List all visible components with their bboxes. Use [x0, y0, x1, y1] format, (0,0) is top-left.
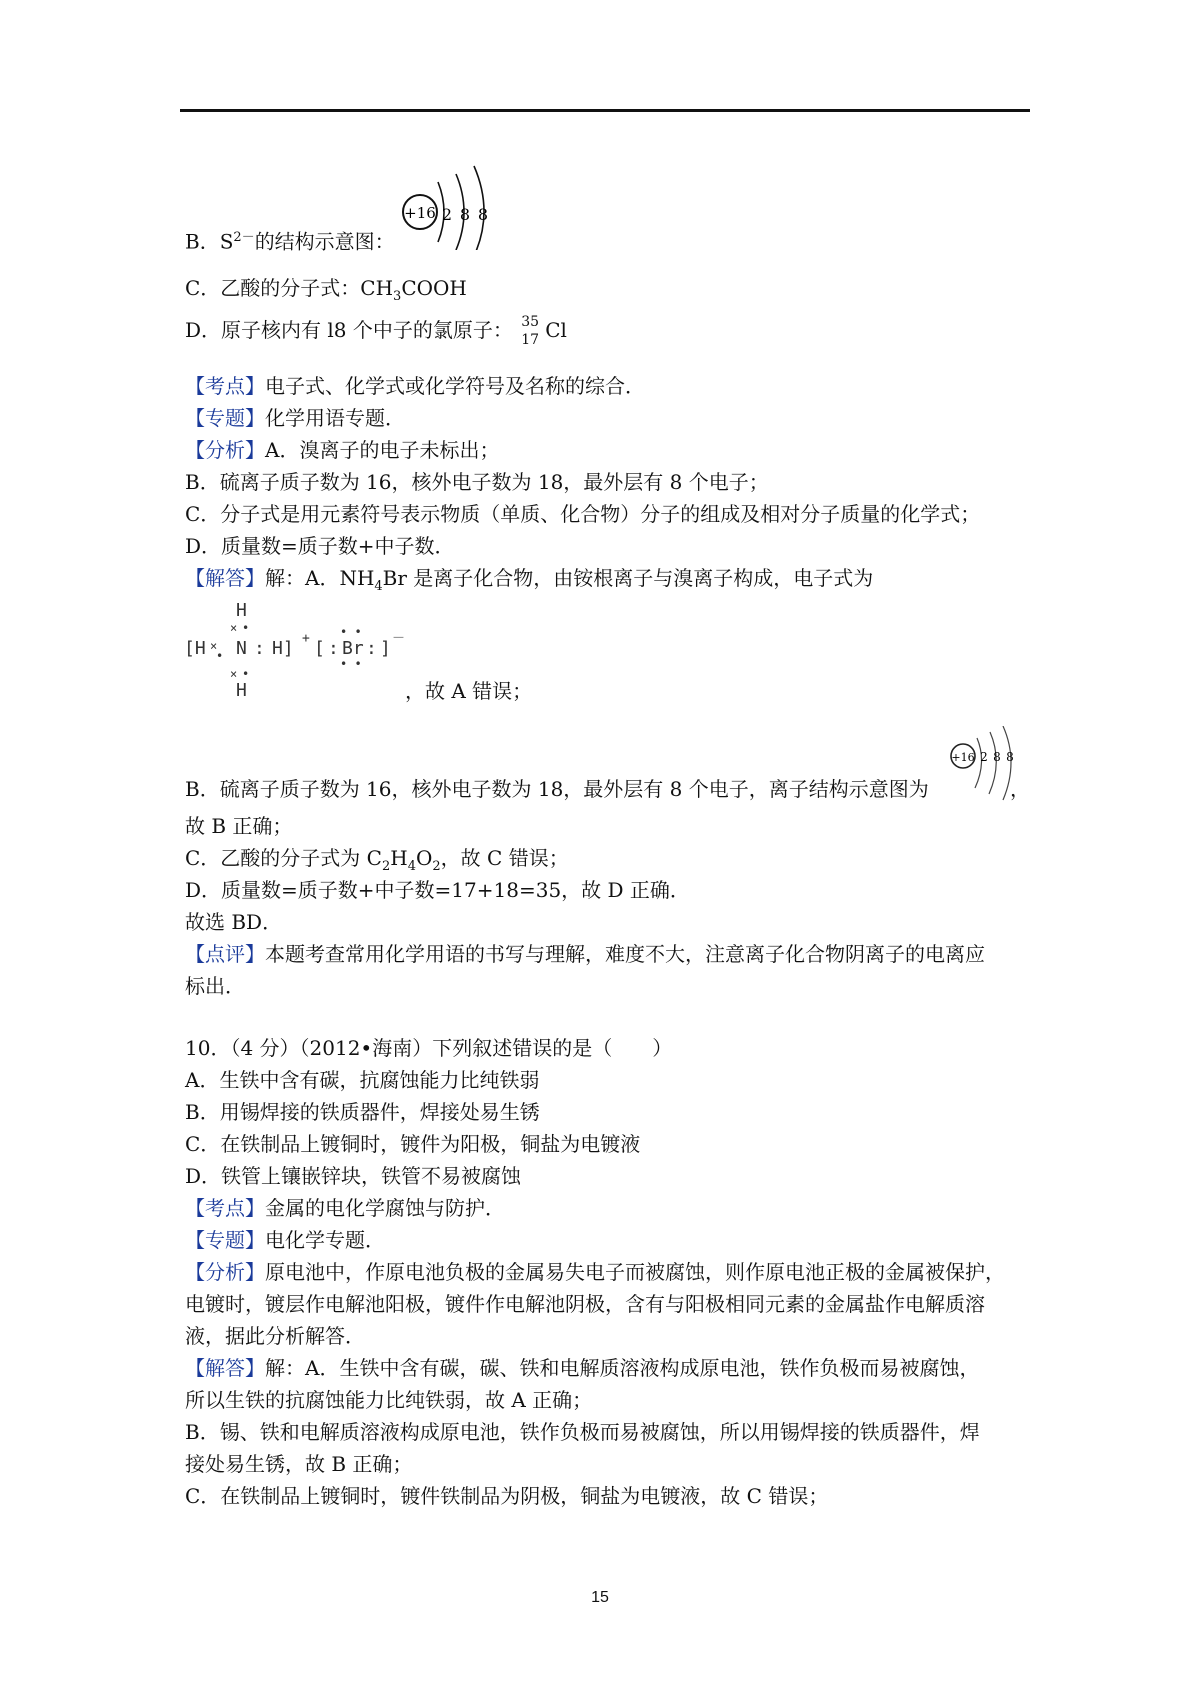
q9-jieda: 【解答】解：A．$NH_4Br$ 是离子化合物，由铵根离子与溴离子构成，电子式为 — [185, 566, 874, 594]
svg-text:8: 8 — [1006, 750, 1014, 764]
nucleus-charge: +16 — [404, 204, 436, 222]
lewis-br-open: [ — [314, 638, 325, 659]
shell-1-count: 2 — [441, 205, 453, 224]
q9-answer-b2: 故 B 正确； — [185, 814, 293, 838]
shell-3-count: 8 — [477, 205, 489, 224]
lewis-h-right: H] — [272, 638, 294, 659]
lewis-br-close: ] — [380, 638, 391, 659]
q9-dianping-2: 标出． — [185, 974, 245, 998]
lewis-h-top: H — [236, 600, 247, 621]
q10-jieda-4: 接处易生锈，故 B 正确； — [185, 1452, 413, 1476]
page-number: 15 — [591, 1589, 609, 1606]
nucleus-charge-small: +16 — [951, 751, 975, 764]
lewis-h-bottom: H — [236, 680, 247, 701]
q10-option-c: C．在铁制品上镀铜时，镀件为阳极，铜盐为电镀液 — [185, 1132, 641, 1156]
q10-fenxi-2: 电镀时，镀层作电解池阳极，镀件作电解池阴极，含有与阳极相同元素的金属盐作电解质溶 — [185, 1292, 985, 1316]
q9-zhuanti: 【专题】化学用语专题． — [185, 406, 405, 430]
sulfide-ion-structure-diagram — [398, 160, 494, 250]
q10-option-a: A．生铁中含有碳，抗腐蚀能力比纯铁弱 — [185, 1068, 540, 1092]
svg-text:•: • — [242, 667, 250, 681]
svg-text:• •: • • — [340, 657, 362, 671]
isotope-atomic-number: 17 — [521, 332, 540, 348]
q10-fenxi-3: 液，据此分析解答． — [185, 1324, 365, 1348]
svg-text:8: 8 — [993, 750, 1001, 764]
q9-fenxi-d: D．质量数=质子数+中子数． — [185, 534, 455, 558]
svg-text:×: × — [210, 639, 218, 653]
lewis-nitrogen: N — [236, 638, 247, 659]
q9-option-d: D．原子核内有 l8 个中子的氯原子： 35 17 Cl — [185, 316, 567, 344]
q9-kaodian: 【考点】电子式、化学式或化学符号及名称的综合． — [185, 374, 645, 398]
q9-fenxi: 【分析】A．溴离子的电子未标出； — [185, 438, 500, 462]
q10-zhuanti: 【专题】电化学专题． — [185, 1228, 385, 1252]
q10-jieda-2: 所以生铁的抗腐蚀能力比纯铁弱，故 A 正确； — [185, 1388, 593, 1412]
q9-option-c: C．乙酸的分子式：$CH_3COOH$ — [185, 276, 467, 304]
svg-text:•: • — [242, 621, 250, 635]
q10-jieda-5: C．在铁制品上镀铜时，镀件铁制品为阴极，铜盐为电镀液，故 C 错误； — [185, 1484, 829, 1508]
lewis-plus: + — [302, 631, 310, 646]
q10-kaodian: 【考点】金属的电化学腐蚀与防护． — [185, 1196, 505, 1220]
q9-answer-b-comma: ， — [1010, 777, 1030, 801]
shell-2-count: 8 — [459, 205, 471, 224]
q10-option-b: B．用锡焊接的铁质器件，焊接处易生锈 — [185, 1100, 540, 1124]
q10-fenxi: 【分析】原电池中，作原电池负极的金属易失电子而被腐蚀，则作原电池正极的金属被保护， — [185, 1260, 1005, 1284]
q9-answer-a-end: ，故 A 错误； — [405, 679, 533, 703]
svg-text::: : — [254, 638, 265, 659]
lewis-left-bracket: [H — [184, 638, 206, 659]
header-rule — [180, 109, 1030, 112]
svg-text:• •: • • — [340, 625, 362, 639]
q10-jieda: 【解答】解：A．生铁中含有碳，碳、铁和电解质溶液构成原电池，铁作负极而易被腐蚀， — [185, 1356, 980, 1380]
q9-dianping: 【点评】本题考查常用化学用语的书写与理解，难度不大，注意离子化合物阴离子的电离应 — [185, 942, 985, 966]
q9-answer-select: 故选 BD． — [185, 910, 283, 934]
svg-text::: : — [366, 638, 377, 659]
q9-answer-c: C．乙酸的分子式为 $C_2H_4O_2$，故 C 错误； — [185, 846, 569, 874]
isotope-mass-number: 35 — [521, 314, 540, 330]
nh4br-electron-formula — [182, 598, 412, 702]
q10-option-d: D．铁管上镶嵌锌块，铁管不易被腐蚀 — [185, 1164, 522, 1188]
svg-text:2: 2 — [980, 750, 988, 764]
lewis-bromine: Br — [342, 638, 364, 659]
q10-stem: 10．（4 分）（2012•海南）下列叙述错误的是（ ） — [185, 1036, 673, 1060]
q9-fenxi-c: C．分子式是用元素符号表示物质（单质、化合物）分子的组成及相对分子质量的化学式； — [185, 502, 981, 526]
q9-fenxi-b: B．硫离子质子数为 16，核外电子数为 18，最外层有 8 个电子； — [185, 470, 769, 494]
svg-text:×: × — [230, 621, 238, 635]
q10-jieda-3: B．锡、铁和电解质溶液构成原电池，铁作负极而易被腐蚀，所以用锡焊接的铁质器件，焊 — [185, 1420, 980, 1444]
q9-answer-d: D．质量数=质子数+中子数=17+18=35，故 D 正确． — [185, 878, 690, 902]
lewis-minus: － — [392, 631, 406, 646]
svg-text:•: • — [216, 649, 224, 663]
svg-text:×: × — [230, 667, 238, 681]
q9-answer-b: B．硫离子质子数为 16，核外电子数为 18，最外层有 8 个电子，离子结构示意图为 — [185, 777, 929, 801]
q9-option-b: B．$S^{2-}$的结构示意图： — [185, 229, 395, 254]
svg-text::: : — [328, 638, 339, 659]
